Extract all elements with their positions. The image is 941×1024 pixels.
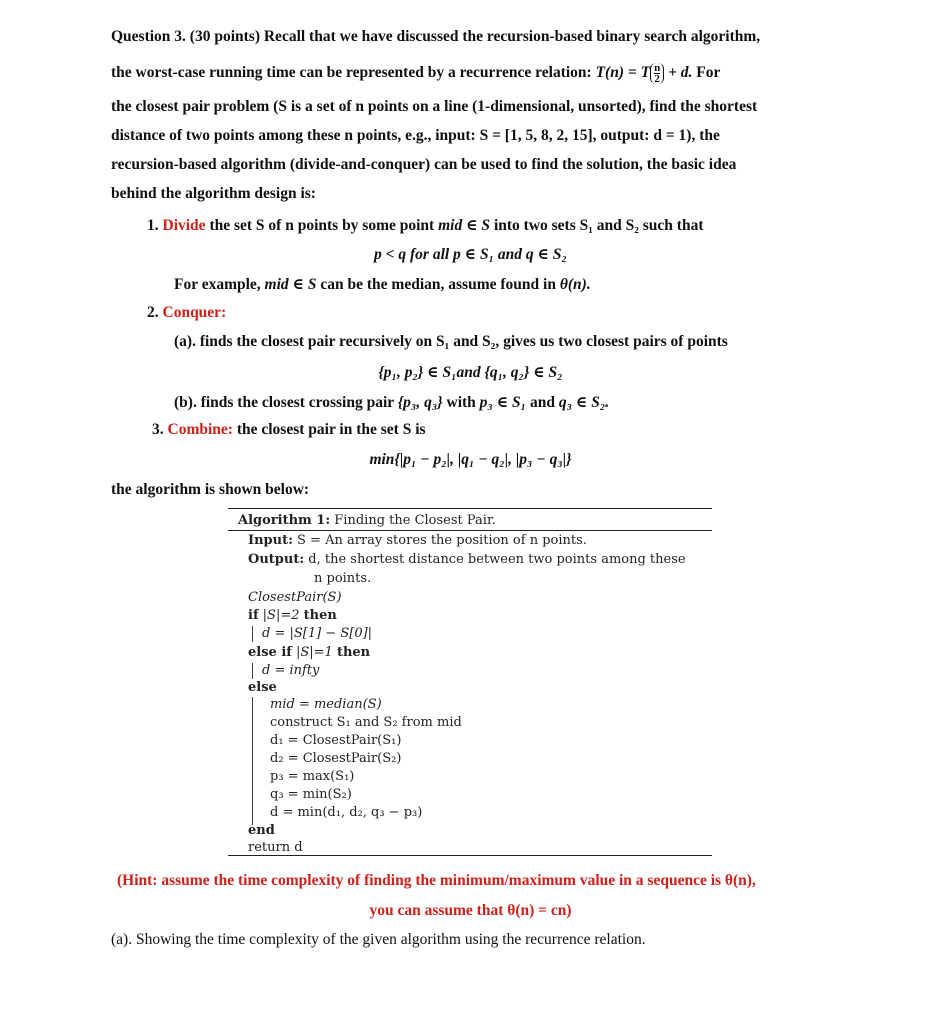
algorithm-top-rule <box>228 508 712 509</box>
algorithm-elseif-body: d = infty <box>262 663 320 678</box>
question-line-6: behind the algorithm design is: <box>111 185 316 202</box>
question-line-4: distance of two points among these n points, e.g., input: S = [1, 5, 8, 2, 15], output: d = 1), the <box>111 127 720 144</box>
algorithm-input-text: S = An array stores the position of n points. <box>292 533 587 548</box>
question-line-2-text: the worst-case running time can be represented by a recurrence relation: <box>111 64 596 82</box>
algorithm-then-keyword-1: then <box>303 608 337 623</box>
algorithm-else-line-6: q₃ = min(S₂) <box>270 787 352 802</box>
algorithm-output <box>248 552 686 567</box>
algorithm-end-keyword: end <box>248 823 275 838</box>
step-3-formula: min{|p₁ − p₂|, |q₁ − q₂|, |p₃ − q₃|} <box>369 451 572 468</box>
algorithm-title-keyword: Algorithm 1: <box>238 513 331 528</box>
step-2b-text-b: with <box>442 394 480 411</box>
part-a-question: (a). Showing the time complexity of the given algorithm using the recurrence relation. <box>111 931 646 948</box>
step-1-number: 1. <box>147 217 159 234</box>
step-1-mid-math: mid ∈ S <box>438 217 491 234</box>
algorithm-elseif-keyword: else if <box>248 645 292 660</box>
step-1-text-b: into two sets S₁ and S₂ such that <box>490 217 704 234</box>
step-2b-math-2: p₃ ∈ S₁ <box>479 394 527 411</box>
step-2-number: 2. <box>147 304 159 321</box>
step-2 <box>147 304 226 322</box>
algorithm-output-cont: n points. <box>314 571 372 586</box>
step-2b-math-3: q₃ ∈ S₂. <box>558 394 610 411</box>
step-2b <box>174 392 609 412</box>
step-1-formula: p < q for all p ∈ S₁ and q ∈ S₂ <box>374 246 567 263</box>
recurrence-math-tail: + d. <box>664 64 693 82</box>
step-1 <box>147 215 703 235</box>
algorithm-if-condition: |S|=2 <box>258 608 304 623</box>
question-line-5: recursion-based algorithm (divide-and-conquer) can be used to find the solution, the basic idea <box>111 156 737 173</box>
algorithm-else-line-2: construct S₁ and S₂ from mid <box>270 715 462 730</box>
step-1-text-a: the set S of n points by some point <box>205 217 439 234</box>
step-2b-text-a: (b). finds the closest crossing pair <box>174 394 398 411</box>
algorithm-if-bar <box>252 626 253 642</box>
algorithm-then-keyword-2: then <box>336 645 371 660</box>
question-line-2 <box>111 63 720 84</box>
recurrence-math: T(n) = T <box>595 64 651 82</box>
step-1-example-a: For example, <box>174 276 265 293</box>
hint-line-2: you can assume that θ(n) = cn) <box>369 902 572 919</box>
fraction-denominator: 2 <box>654 73 660 85</box>
algorithm-else-line-5: p₃ = max(S₁) <box>270 769 355 784</box>
algorithm-else-line-1: mid = median(S) <box>270 697 382 712</box>
algorithm-input-keyword: Input: <box>248 533 293 548</box>
algorithm-elseif-bar <box>252 663 253 679</box>
question-line-3: the closest pair problem (S is a set of n points on a line (1-dimensional, unsorted), find the shortest <box>111 98 758 115</box>
algorithm-if-keyword: if <box>248 608 259 623</box>
hint-line-1: (Hint: assume the time complexity of finding the minimum/maximum value in a sequence is θ(n), <box>117 872 756 889</box>
step-2a-formula: {p₁, p₂} ∈ S₁and {q₁, q₂} ∈ S₂ <box>378 364 563 381</box>
algorithm-title-text: Finding the Closest Pair. <box>330 513 496 528</box>
question-line-2-tail: For <box>692 64 721 82</box>
step-2a: (a). finds the closest pair recursively on S₁ and S₂, gives us two closest pairs of points <box>174 333 728 350</box>
step-1-example-theta: θ(n). <box>559 276 591 293</box>
algorithm-title <box>238 513 496 528</box>
step-3-number: 3. <box>152 421 164 438</box>
step-2b-text-c: and <box>526 394 559 411</box>
algorithm-output-text: d, the shortest distance between two points among these <box>304 552 686 567</box>
fraction-numerator: n <box>654 62 661 74</box>
algorithm-if-line <box>248 608 337 623</box>
algorithm-else-line-7: d = min(d₁, d₂, q₃ − p₃) <box>270 805 423 820</box>
algorithm-function-name: ClosestPair(S) <box>248 590 342 605</box>
algorithm-elseif-line <box>248 645 370 660</box>
step-1-keyword: Divide <box>162 217 206 234</box>
algorithm-return: return d <box>248 840 303 855</box>
algorithm-input <box>248 533 587 548</box>
step-1-example-math: mid ∈ S <box>264 276 317 293</box>
step-1-example <box>174 274 591 294</box>
step-3-keyword: Combine: <box>167 421 233 438</box>
fraction-n-over-2 <box>650 63 664 84</box>
step-3-text: the closest pair in the set S is <box>232 421 426 438</box>
step-3 <box>152 421 426 439</box>
algorithm-if-body: d = |S[1] − S[0]| <box>262 626 373 641</box>
algorithm-output-keyword: Output: <box>248 552 305 567</box>
algorithm-box <box>228 508 712 856</box>
step-2-keyword: Conquer: <box>162 304 227 321</box>
algorithm-else-bar <box>252 697 253 825</box>
algorithm-else-line-4: d₂ = ClosestPair(S₂) <box>270 751 402 766</box>
step-2b-math-1: {p₃, q₃} <box>397 394 443 411</box>
question-line-1: Question 3. (30 points) Recall that we have discussed the recursion-based binary search algorithm, <box>111 28 761 45</box>
algorithm-intro: the algorithm is shown below: <box>111 481 310 498</box>
algorithm-elseif-condition: |S|=1 <box>291 645 337 660</box>
algorithm-title-rule <box>228 530 712 531</box>
step-1-example-b: can be the median, assume found in <box>316 276 560 293</box>
algorithm-else-line-3: d₁ = ClosestPair(S₁) <box>270 733 402 748</box>
algorithm-bottom-rule <box>228 855 712 856</box>
algorithm-else-keyword: else <box>248 680 277 695</box>
